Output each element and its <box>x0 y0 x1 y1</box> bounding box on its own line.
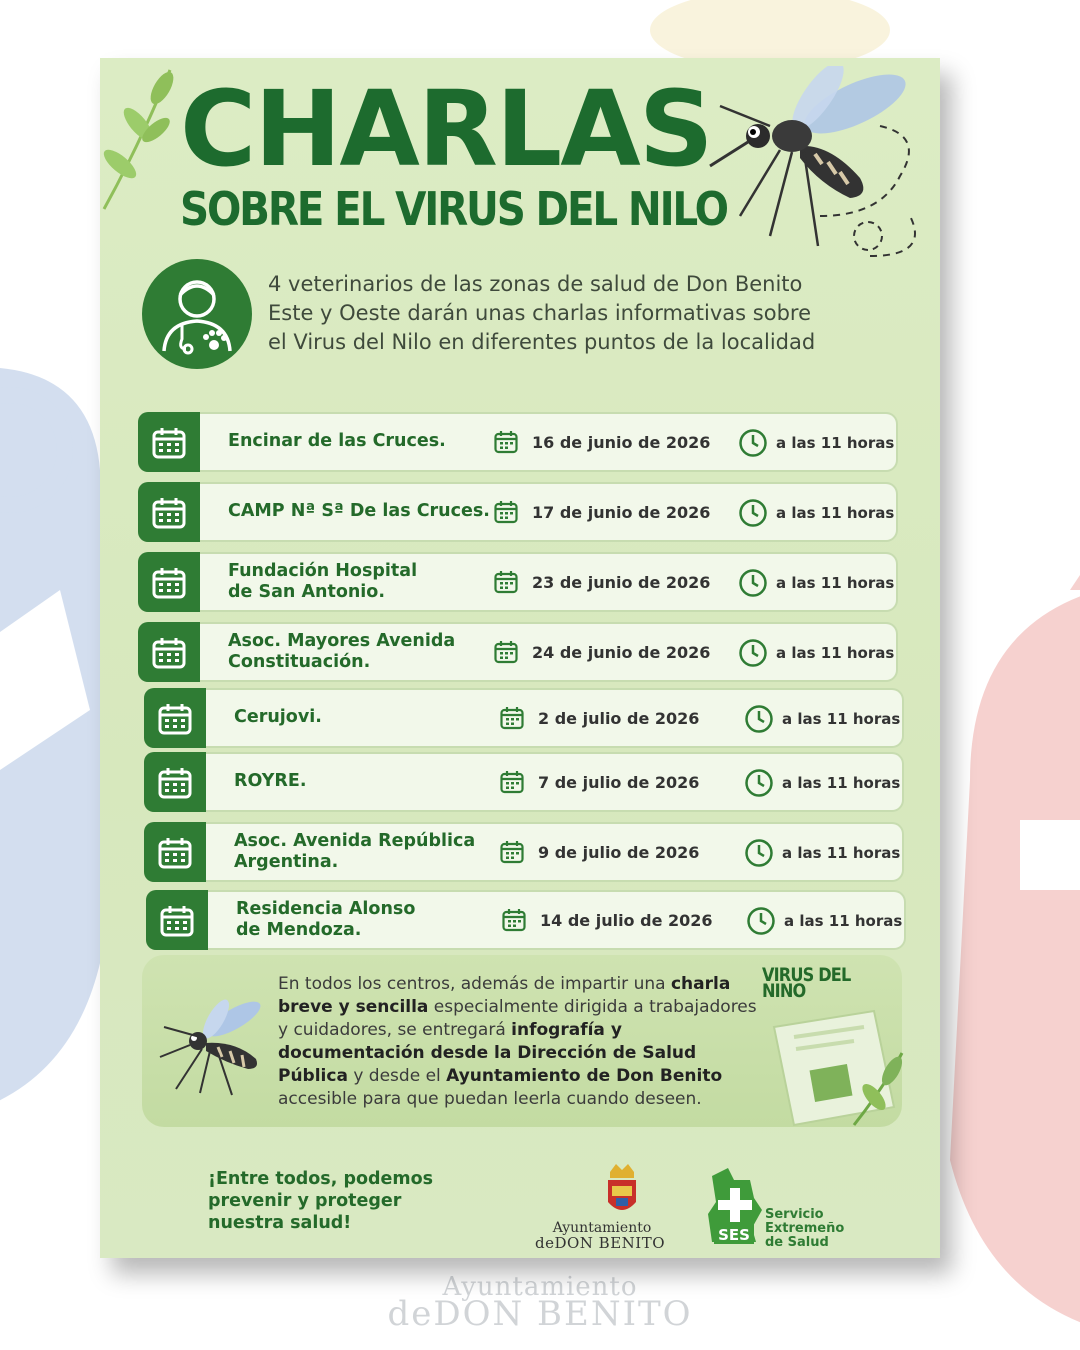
session-date: 9 de julio de 2026 <box>538 843 700 862</box>
poster-subtitle: SOBRE EL VIRUS DEL NILO <box>180 182 727 236</box>
ses-line3: de Salud <box>765 1235 829 1250</box>
clock-icon <box>738 568 768 602</box>
slogan-line1: ¡Entre todos, podemos <box>208 1169 434 1189</box>
ses-logo-icon <box>700 1162 770 1252</box>
session-place-line2: Argentina. <box>234 852 339 872</box>
date-calendar-icon <box>494 430 518 458</box>
session-date: 23 de junio de 2026 <box>532 573 711 592</box>
info-bold-ayuntamiento: Ayuntamiento de Don Benito <box>446 1066 723 1086</box>
info-text-part3: y desde el <box>347 1066 447 1086</box>
session-place-line1: CAMP Nª Sª De las Cruces. <box>228 501 490 521</box>
session-place-line2: Constituación. <box>228 652 371 672</box>
session-place <box>234 707 322 728</box>
session-time: a las 11 horas <box>782 710 901 728</box>
session-calendar-tab <box>144 752 206 812</box>
session-calendar-tab <box>138 552 200 612</box>
session-calendar-tab <box>146 890 208 950</box>
mosquito-icon <box>700 66 930 281</box>
session-row <box>144 822 904 882</box>
info-bold-infografia: infografía y documentación desde la Dirección de Salud Pública <box>278 1020 697 1086</box>
leaf-branch-icon <box>100 64 190 214</box>
session-calendar-tab <box>144 688 206 748</box>
session-time: a las 11 horas <box>776 644 895 662</box>
session-date: 17 de junio de 2026 <box>532 503 711 522</box>
session-time: a las 11 horas <box>776 504 895 522</box>
session-place-line2: de Mendoza. <box>236 920 362 940</box>
session-place-line1: Cerujovi. <box>234 707 322 727</box>
clock-icon <box>744 838 774 872</box>
intro-text: 4 veterinarios de las zonas de salud de Don Benito Este y Oeste darán unas charlas informativas sobre el Virus del Nilo en diferentes puntos de la localidad <box>268 272 816 354</box>
ses-line2: Extremeño <box>765 1221 845 1236</box>
clock-icon <box>738 638 768 672</box>
session-place <box>234 831 475 873</box>
session-row <box>138 552 898 612</box>
date-calendar-icon <box>494 640 518 668</box>
session-place-line1: Fundación Hospital <box>228 561 418 581</box>
session-calendar-tab <box>138 412 200 472</box>
session-place <box>228 631 455 673</box>
document-title-line1: VIRUS DEL <box>762 964 851 986</box>
watermark-line1: Ayuntamiento <box>442 1272 638 1302</box>
watermark-ayuntamiento <box>0 1272 1080 1334</box>
date-calendar-icon <box>500 770 524 798</box>
info-box <box>142 955 902 1127</box>
session-row <box>146 890 906 950</box>
session-place-line1: Asoc. Avenida República <box>234 831 476 851</box>
session-place <box>228 561 417 603</box>
document-title <box>762 964 851 1002</box>
watermark-line2: deDON BENITO <box>387 1294 693 1334</box>
slogan <box>208 1168 433 1234</box>
session-date: 14 de julio de 2026 <box>540 911 713 930</box>
session-time: a las 11 horas <box>776 434 895 452</box>
session-place-line1: Asoc. Mayores Avenida <box>228 631 456 651</box>
session-time: a las 11 horas <box>782 844 901 862</box>
session-row <box>144 688 904 748</box>
mosquito-small-icon <box>156 997 276 1097</box>
clock-icon <box>746 906 776 940</box>
poster-title: CHARLAS <box>180 68 712 190</box>
session-time: a las 11 horas <box>776 574 895 592</box>
ayuntamiento-label: Ayuntamiento <box>552 1220 652 1236</box>
date-calendar-icon <box>494 500 518 528</box>
session-place <box>236 899 415 941</box>
info-text <box>278 973 758 1111</box>
session-place <box>234 771 306 792</box>
date-calendar-icon <box>500 706 524 734</box>
session-row <box>138 622 898 682</box>
session-date: 2 de julio de 2026 <box>538 709 700 728</box>
don-benito-label: deDON BENITO <box>534 1234 666 1252</box>
session-calendar-tab <box>138 482 200 542</box>
info-text-part4: accesible para que puedan leerla cuando deseen. <box>278 1089 702 1109</box>
clock-icon <box>738 428 768 462</box>
session-place-line1: Encinar de las Cruces. <box>228 431 446 451</box>
slogan-line2: prevenir y proteger <box>208 1191 402 1211</box>
slogan-line3: nuestra salud! <box>208 1213 352 1233</box>
session-row <box>138 482 898 542</box>
session-place <box>228 501 490 522</box>
session-row <box>138 412 898 472</box>
session-calendar-tab <box>138 622 200 682</box>
session-time: a las 11 horas <box>784 912 903 930</box>
session-place-line1: Residencia Alonso <box>236 899 416 919</box>
clock-icon <box>744 704 774 738</box>
session-row <box>144 752 904 812</box>
date-calendar-icon <box>494 570 518 598</box>
date-calendar-icon <box>500 840 524 868</box>
veterinarian-icon <box>142 259 252 369</box>
info-bold-charla: charla breve y sencilla <box>278 974 731 1017</box>
session-place <box>228 431 446 452</box>
session-place-line1: ROYRE. <box>234 771 307 791</box>
ses-name <box>765 1208 844 1250</box>
ses-abbr: SES <box>718 1226 750 1244</box>
session-calendar-tab <box>144 822 206 882</box>
info-text-part2: especialmente dirigida a trabajadores y cuidadores, se entregará <box>278 997 757 1040</box>
session-place-line2: de San Antonio. <box>228 582 385 602</box>
poster <box>100 58 940 1258</box>
session-date: 7 de julio de 2026 <box>538 773 700 792</box>
document-title-line2: NINO <box>762 980 806 1002</box>
ses-line1: Servicio <box>765 1207 824 1222</box>
clock-icon <box>738 498 768 532</box>
document-illustration-icon <box>754 997 904 1127</box>
info-text-part1: En todos los centros, además de impartir una <box>278 974 671 994</box>
date-calendar-icon <box>502 908 526 936</box>
session-time: a las 11 horas <box>782 774 901 792</box>
clock-icon <box>744 768 774 802</box>
session-date: 16 de junio de 2026 <box>532 433 711 452</box>
session-date: 24 de junio de 2026 <box>532 643 711 662</box>
